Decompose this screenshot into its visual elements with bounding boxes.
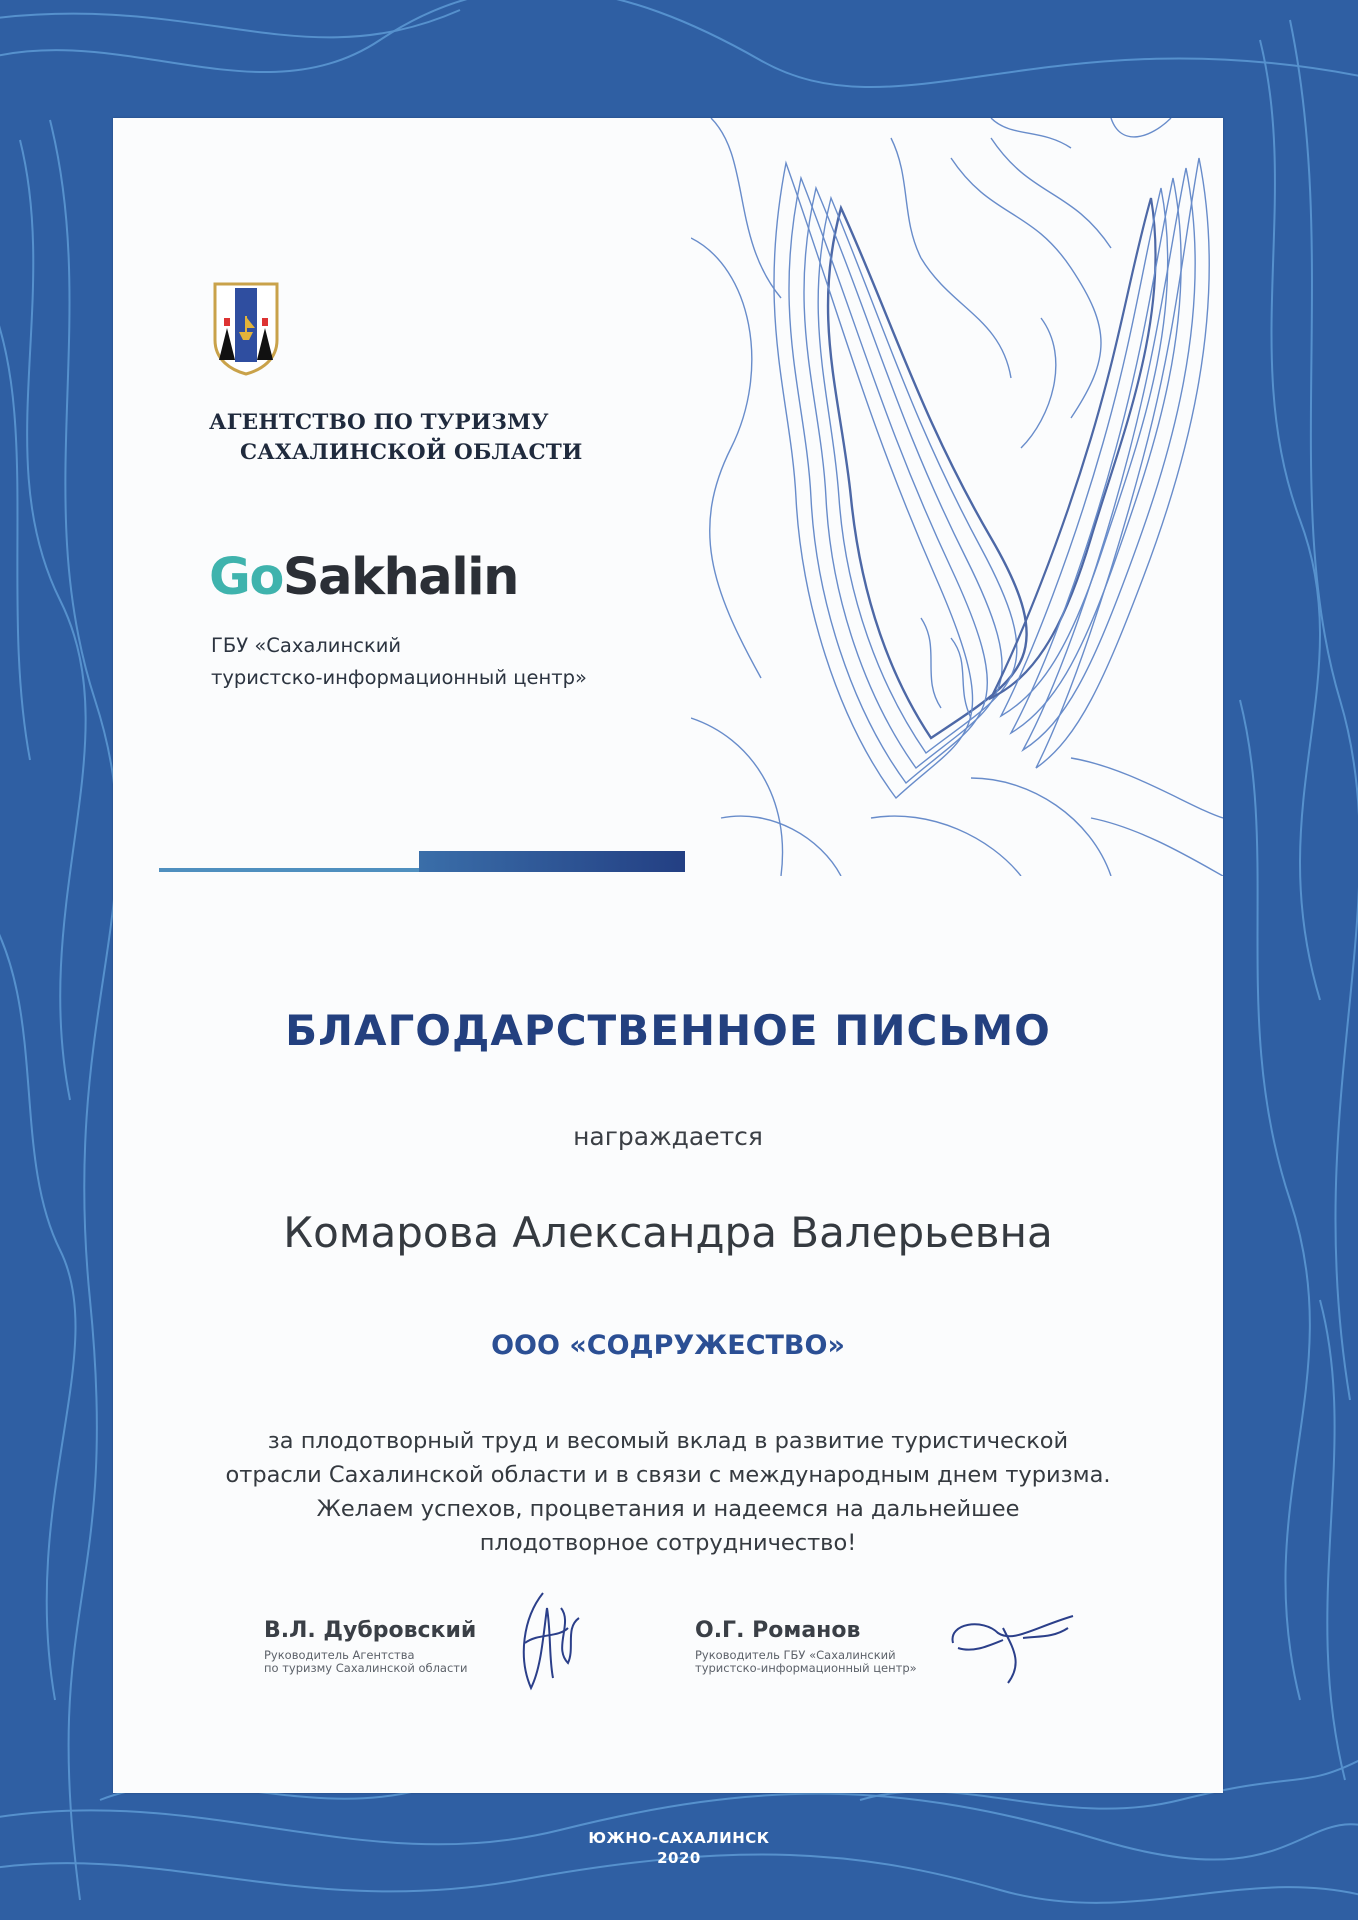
gosakhalin-logo [209, 548, 518, 607]
divider-thin [159, 868, 419, 872]
agency-name-line1: АГЕНТСТВО ПО ТУРИЗМУ [209, 410, 549, 435]
body-line: Желаем успехов, процветания и надеемся на дальнейшее [316, 1496, 1020, 1522]
agency-name [209, 408, 629, 468]
signatory-name: В.Л. Дубровский [264, 1618, 477, 1643]
signatory-role-line1: Руководитель Агентства [264, 1648, 415, 1662]
document-title: БЛАГОДАРСТВЕННОЕ ПИСЬМО [285, 1006, 1051, 1055]
gbu-line1: ГБУ «Сахалинский [211, 634, 402, 657]
footer-city: ЮЖНО-САХАЛИНСК [588, 1829, 770, 1847]
awarded-label: награждается [573, 1122, 763, 1151]
divider-thick [419, 851, 685, 872]
signatory-name: О.Г. Романов [695, 1618, 861, 1643]
signatory-romanov [695, 1618, 917, 1675]
organization-name: ООО «СОДРУЖЕСТВО» [491, 1330, 845, 1361]
signatory-dubrovsky [264, 1618, 476, 1675]
coat-of-arms-icon [211, 280, 281, 376]
footer-city-year [0, 1828, 1358, 1868]
body-text [153, 1424, 1183, 1560]
signature-dubrovsky-icon [513, 1588, 583, 1698]
gbu-line2: туристско-информационный центр» [211, 666, 587, 689]
certificate-sheet [113, 118, 1223, 1793]
logo-go: Go [209, 548, 283, 607]
signatory-role-line2: по туризму Сахалинской области [264, 1661, 468, 1675]
footer-year: 2020 [657, 1849, 701, 1867]
signature-romanov-icon [943, 1608, 1083, 1688]
recipient-name: Комарова Александра Валерьевна [283, 1208, 1053, 1257]
gbu-name [211, 630, 671, 694]
body-line: за плодотворный труд и весомый вклад в развитие туристической [267, 1428, 1069, 1454]
signatory-role-line2: туристско-информационный центр» [695, 1661, 917, 1675]
sakhalin-contour-map [691, 118, 1223, 876]
body-line: плодотворное сотрудничество! [479, 1530, 857, 1556]
logo-sakhalin: Sakhalin [282, 548, 518, 607]
signatory-role-line1: Руководитель ГБУ «Сахалинский [695, 1648, 896, 1662]
agency-name-line2: САХАЛИНСКОЙ ОБЛАСТИ [240, 440, 583, 465]
body-line: отрасли Сахалинской области и в связи с международным днем туризма. [225, 1462, 1111, 1488]
